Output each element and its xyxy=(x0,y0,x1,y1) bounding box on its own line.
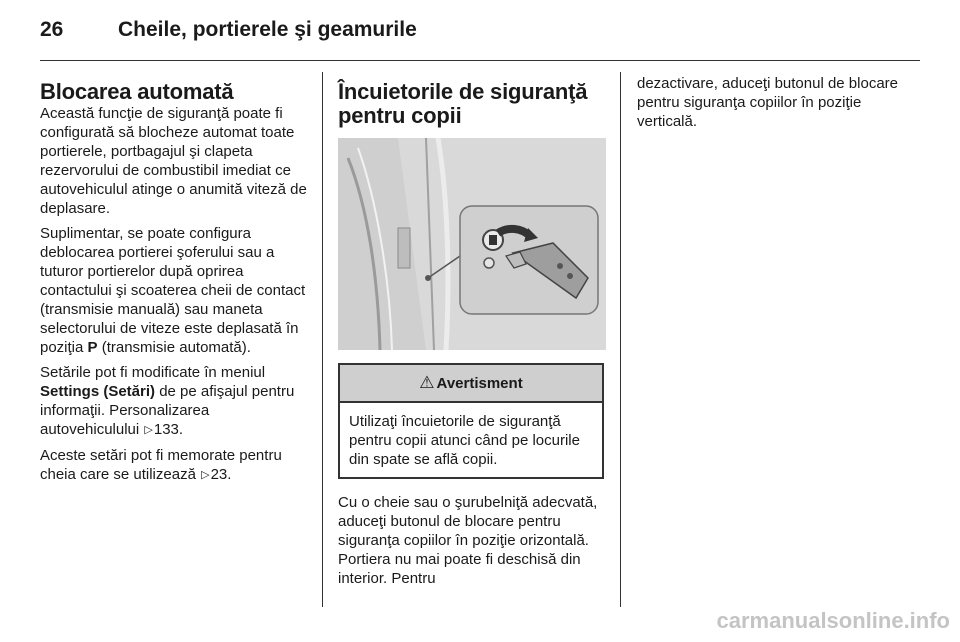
paragraph: Aceste setări pot fi memorate pentru cheia care se utilizează ▷23. xyxy=(40,447,282,483)
page-number: 26 xyxy=(40,18,64,41)
paragraph: Această funcţie de siguranţă poate fi configurată să blocheze automat toate portierele, portbagajul şi clapeta rezervorului de combustibil imediat ce autovehiculul atinge o anumită viteză de deplasare. xyxy=(40,105,307,217)
paragraph: Cu o cheie sau o şurubelniţă adecvată, aduceţi butonul de blocare pentru siguranţa copiilor în poziţie orizontală. Portiera nu mai poate fi deschisă din interior. Pentru xyxy=(338,494,598,587)
page-header xyxy=(40,18,920,50)
page-reference-link[interactable]: 23. xyxy=(210,466,232,483)
warning-header xyxy=(340,365,602,403)
door-child-lock-illustration xyxy=(338,138,606,350)
header-divider xyxy=(40,60,920,61)
column-divider xyxy=(620,72,621,607)
paragraph: Setările pot fi modificate în meniul Settings (Setări) de pe afişajul pentru informaţii. Personalizarea autovehiculului ▷133. xyxy=(40,364,295,438)
section-title-automatic-locking: Blocarea automată xyxy=(40,79,234,104)
triangle-right-icon: ▷ xyxy=(201,469,210,481)
warning-box xyxy=(338,363,604,479)
column-middle xyxy=(338,72,606,594)
warning-title: Avertisment xyxy=(436,374,523,392)
warning-triangle-icon: ⚠ xyxy=(419,373,435,392)
paragraph: dezactivare, aduceţi butonul de blocare pentru siguranţa copiilor în poziţie verticală. xyxy=(637,75,899,130)
watermark: carmanualsonline.info xyxy=(716,608,950,633)
paragraph: Suplimentar, se poate configura deblocarea portierei şoferului sau a tuturor portierelor după oprirea contactului şi scoaterea cheii de contact (transmisie manuală) sau maneta selectorului de viteze este deplasată în poziţia P (transmisie automată). xyxy=(40,225,306,356)
page-reference-link[interactable]: 133. xyxy=(153,421,184,438)
section-title-child-locks: Încuietorile de siguranţă pentru copii xyxy=(338,79,588,128)
column-right xyxy=(637,74,907,137)
chapter-title: Cheile, portierele şi geamurile xyxy=(118,18,417,41)
column-left xyxy=(40,72,310,491)
triangle-right-icon: ▷ xyxy=(144,424,153,436)
column-divider xyxy=(322,72,323,607)
warning-text: Utilizaţi încuietorile de siguranţă pentru copii atunci când pe locurile din spate se află copii. xyxy=(349,413,580,468)
